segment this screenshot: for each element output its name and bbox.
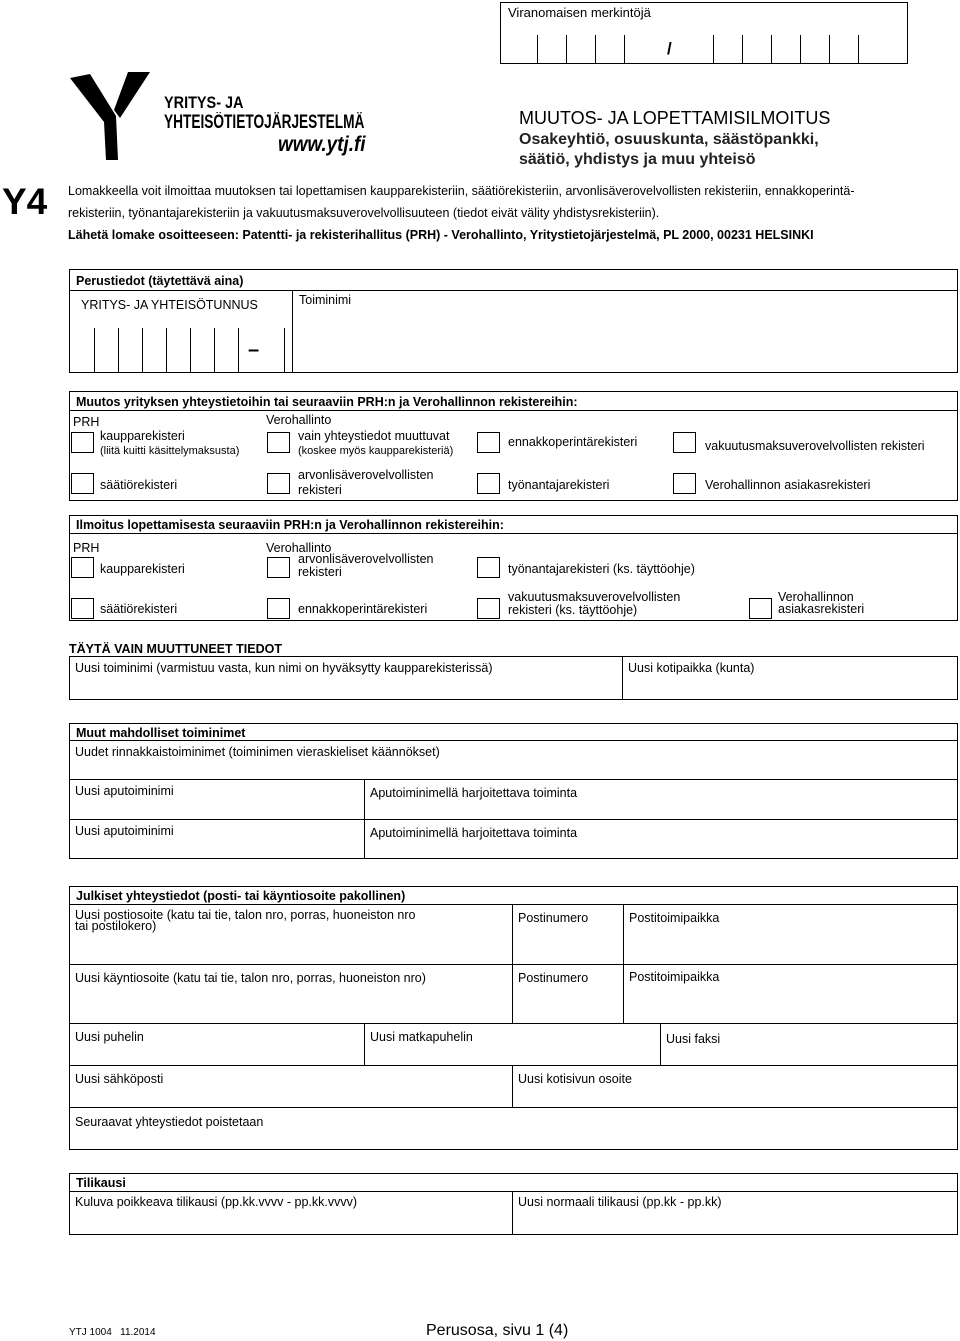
post-office-label: Postitoimipaikka	[629, 911, 720, 925]
change-prh-label: PRH	[73, 415, 100, 429]
other-names-heading: Muut mahdolliset toiminimet	[76, 726, 246, 740]
termination-insurance-checkbox[interactable]	[477, 598, 500, 619]
change-prepayment-label: ennakkoperintärekisteri	[508, 435, 638, 449]
normal-fiscal-label: Uusi normaali tilikausi (pp.kk - pp.kk)	[518, 1195, 722, 1209]
change-contact-only-checkbox[interactable]	[267, 432, 290, 453]
termination-trade-register-label: kaupparekisteri	[100, 562, 185, 576]
parallel-names-field[interactable]	[69, 740, 958, 780]
removed-contacts-label: Seuraavat yhteystiedot poistetaan	[75, 1115, 264, 1129]
change-insurance-tax-checkbox[interactable]	[673, 432, 696, 453]
change-vat-label-2: rekisteri	[298, 483, 342, 497]
aux-activity-2-field[interactable]	[364, 819, 958, 859]
termination-vat-label-2: rekisteri	[298, 565, 342, 579]
ytj-logo-mark	[68, 72, 168, 162]
aux-name-2-label: Uusi aputoiminimi	[75, 824, 174, 838]
change-vero-label: Verohallinto	[266, 413, 332, 427]
phone-label: Uusi puhelin	[75, 1030, 144, 1044]
change-vat-label-1: arvonlisäverovelvollisten	[298, 468, 434, 482]
website-label: Uusi kotisivun osoite	[518, 1072, 632, 1086]
aux-name-1-field[interactable]	[69, 779, 365, 820]
new-domicile-label: Uusi kotipaikka (kunta)	[628, 661, 755, 675]
change-customer-label: Verohallinnon asiakasrekisteri	[705, 478, 871, 492]
termination-employer-checkbox[interactable]	[477, 557, 500, 578]
mobile-label: Uusi matkapuhelin	[370, 1030, 473, 1044]
fiscal-heading-row	[69, 1173, 958, 1192]
removed-contacts-field[interactable]	[69, 1107, 958, 1150]
visiting-post-office-label: Postitoimipaikka	[629, 970, 720, 984]
termination-foundation-checkbox[interactable]	[71, 598, 94, 619]
parallel-names-label: Uudet rinnakkaistoiminimet (toiminimen vieraskieliset käännökset)	[75, 745, 440, 759]
authority-box	[500, 2, 908, 64]
change-foundation-checkbox[interactable]	[71, 473, 94, 494]
termination-employer-label: työnantajarekisteri (ks. täyttöohje)	[508, 562, 695, 576]
postal-code-label: Postinumero	[518, 911, 589, 925]
fiscal-heading: Tilikausi	[76, 1176, 126, 1190]
current-fiscal-label: Kuluva poikkeava tilikausi (pp.kk.vvvv - pp.kk.vvvv)	[75, 1195, 358, 1209]
termination-foundation-label: säätiörekisteri	[100, 602, 178, 616]
change-prepayment-checkbox[interactable]	[477, 432, 500, 453]
logo-url: www.ytj.fi	[278, 133, 366, 156]
termination-vat-label-1: arvonlisäverovelvollisten	[298, 552, 434, 566]
footer-code: YTJ 1004 11.2014	[69, 1327, 156, 1338]
mobile-field[interactable]	[364, 1023, 661, 1066]
new-company-name-label: Uusi toiminimi (varmistuu vasta, kun nimi on hyväksytty kaupparekisterissä)	[75, 661, 493, 675]
post-office-field[interactable]	[623, 904, 958, 965]
visiting-post-office-field[interactable]	[623, 964, 958, 1024]
termination-insurance-label-1: vakuutusmaksuverovelvollisten	[508, 590, 681, 604]
postal-address-label-1: Uusi postiosoite (katu tai tie, talon nro, porras, huoneiston nro	[75, 908, 416, 922]
visiting-address-label: Uusi käyntiosoite (katu tai tie, talon nro, porras, huoneiston nro)	[75, 971, 426, 985]
change-foundation-label: säätiörekisteri	[100, 478, 178, 492]
termination-customer-label-2: asiakasrekisteri	[778, 602, 865, 616]
change-contact-only-label: vain yhteystiedot muuttuvat	[298, 429, 450, 443]
other-names-heading-row	[69, 723, 958, 741]
fax-label: Uusi faksi	[666, 1032, 721, 1046]
termination-customer-label-1: Verohallinnon	[778, 590, 854, 604]
authority-label: Viranomaisen merkintöjä	[508, 5, 651, 20]
contact-heading: Julkiset yhteystiedot (posti- tai käyntiosoite pakollinen)	[76, 889, 406, 903]
logo-line2: YHTEISÖTIETOJÄRJESTELMÄ	[164, 112, 365, 133]
footer-page: Perusosa, sivu 1 (4)	[426, 1322, 569, 1339]
change-vat-checkbox[interactable]	[267, 473, 290, 494]
intro-address: Lähetä lomake osoitteeseen: Patentti- ja rekisterihallitus (PRH) - Verohallinto, Yritystietojärjestelmä, PL 2000, 00231 HELSINKI	[68, 228, 814, 242]
form-code: Y4	[2, 181, 48, 222]
intro-line-2: rekisteriin, työnantajarekisteriin ja vakuutusmaksuverovelvollisuuteen (tiedot eivät välity yhdistysrekisteriin).	[68, 206, 660, 220]
change-insurance-tax-label: vakuutusmaksuverovelvollisten rekisteri	[705, 439, 925, 453]
intro-line-1: Lomakkeella voit ilmoittaa muutoksen tai lopettamisen kaupparekisteriin, säätiörekisteriin, arvonlisäverovelvollisten rekisteriin, ennakkoperintä-	[68, 184, 855, 198]
business-id-input[interactable]	[94, 328, 290, 373]
form-subtitle-1: Osakeyhtiö, osuuskunta, säästöpankki,	[519, 131, 819, 148]
aux-activity-1-field[interactable]	[364, 779, 958, 820]
new-company-name-field[interactable]	[69, 656, 623, 700]
new-domicile-field[interactable]	[622, 656, 958, 700]
email-field[interactable]	[69, 1065, 513, 1108]
website-field[interactable]	[512, 1065, 958, 1108]
phone-field[interactable]	[69, 1023, 365, 1066]
authority-slash: /	[667, 39, 672, 58]
termination-customer-checkbox[interactable]	[749, 598, 772, 619]
change-trade-register-checkbox[interactable]	[71, 432, 94, 453]
change-employer-label: työnantajarekisteri	[508, 478, 610, 492]
business-id-dash: –	[248, 339, 260, 361]
aux-activity-1-label: Aputoiminimellä harjoitettava toiminta	[370, 786, 578, 800]
ytj-logo	[68, 72, 388, 162]
postal-code-field[interactable]	[512, 904, 624, 965]
form-subtitle-2: säätiö, yhdistys ja muu yhteisö	[519, 151, 756, 168]
postal-address-field[interactable]	[69, 904, 513, 965]
termination-heading: Ilmoitus lopettamisesta seuraaviin PRH:n ja Verohallinnon rekistereihin:	[76, 518, 504, 532]
normal-fiscal-field[interactable]	[512, 1191, 958, 1235]
termination-trade-register-checkbox[interactable]	[71, 557, 94, 578]
change-customer-checkbox[interactable]	[673, 473, 696, 494]
termination-insurance-label-2: rekisteri (ks. täyttöohje)	[508, 603, 638, 617]
change-heading: Muutos yrityksen yhteystietoihin tai seuraaviin PRH:n ja Verohallinnon rekistereihin:	[76, 395, 578, 409]
aux-activity-2-label: Aputoiminimellä harjoitettava toiminta	[370, 826, 578, 840]
visiting-postal-code-field[interactable]	[512, 964, 624, 1024]
fax-field[interactable]	[660, 1023, 958, 1066]
termination-vat-checkbox[interactable]	[267, 557, 290, 578]
basic-info-section	[69, 269, 958, 373]
change-employer-checkbox[interactable]	[477, 473, 500, 494]
current-fiscal-field[interactable]	[69, 1191, 513, 1235]
termination-prepayment-label: ennakkoperintärekisteri	[298, 602, 428, 616]
change-contact-only-note: (koskee myös kaupparekisteriä)	[298, 445, 454, 457]
company-name-label: Toiminimi	[299, 293, 352, 307]
aux-name-1-label: Uusi aputoiminimi	[75, 784, 174, 798]
termination-prh-label: PRH	[73, 541, 100, 555]
basic-heading: Perustiedot (täytettävä aina)	[76, 274, 244, 288]
business-id-label: YRITYS- JA YHTEISÖTUNNUS	[81, 298, 258, 312]
postal-address-label-2: tai postilokero)	[75, 919, 157, 933]
change-trade-register-label: kaupparekisteri	[100, 429, 185, 443]
changed-heading: TÄYTÄ VAIN MUUTTUNEET TIEDOT	[69, 642, 282, 656]
aux-name-2-field[interactable]	[69, 819, 365, 859]
visiting-address-field[interactable]	[69, 964, 513, 1024]
change-trade-register-note: (liitä kuitti käsittelymaksusta)	[100, 445, 240, 457]
termination-vero-label: Verohallinto	[266, 541, 332, 555]
termination-prepayment-checkbox[interactable]	[267, 598, 290, 619]
contact-heading-row	[69, 886, 958, 905]
logo-line1: YRITYS- JA	[164, 93, 244, 112]
form-title: MUUTOS- JA LOPETTAMISILMOITUS	[519, 108, 831, 128]
visiting-postal-code-label: Postinumero	[518, 971, 589, 985]
email-label: Uusi sähköposti	[75, 1072, 164, 1086]
